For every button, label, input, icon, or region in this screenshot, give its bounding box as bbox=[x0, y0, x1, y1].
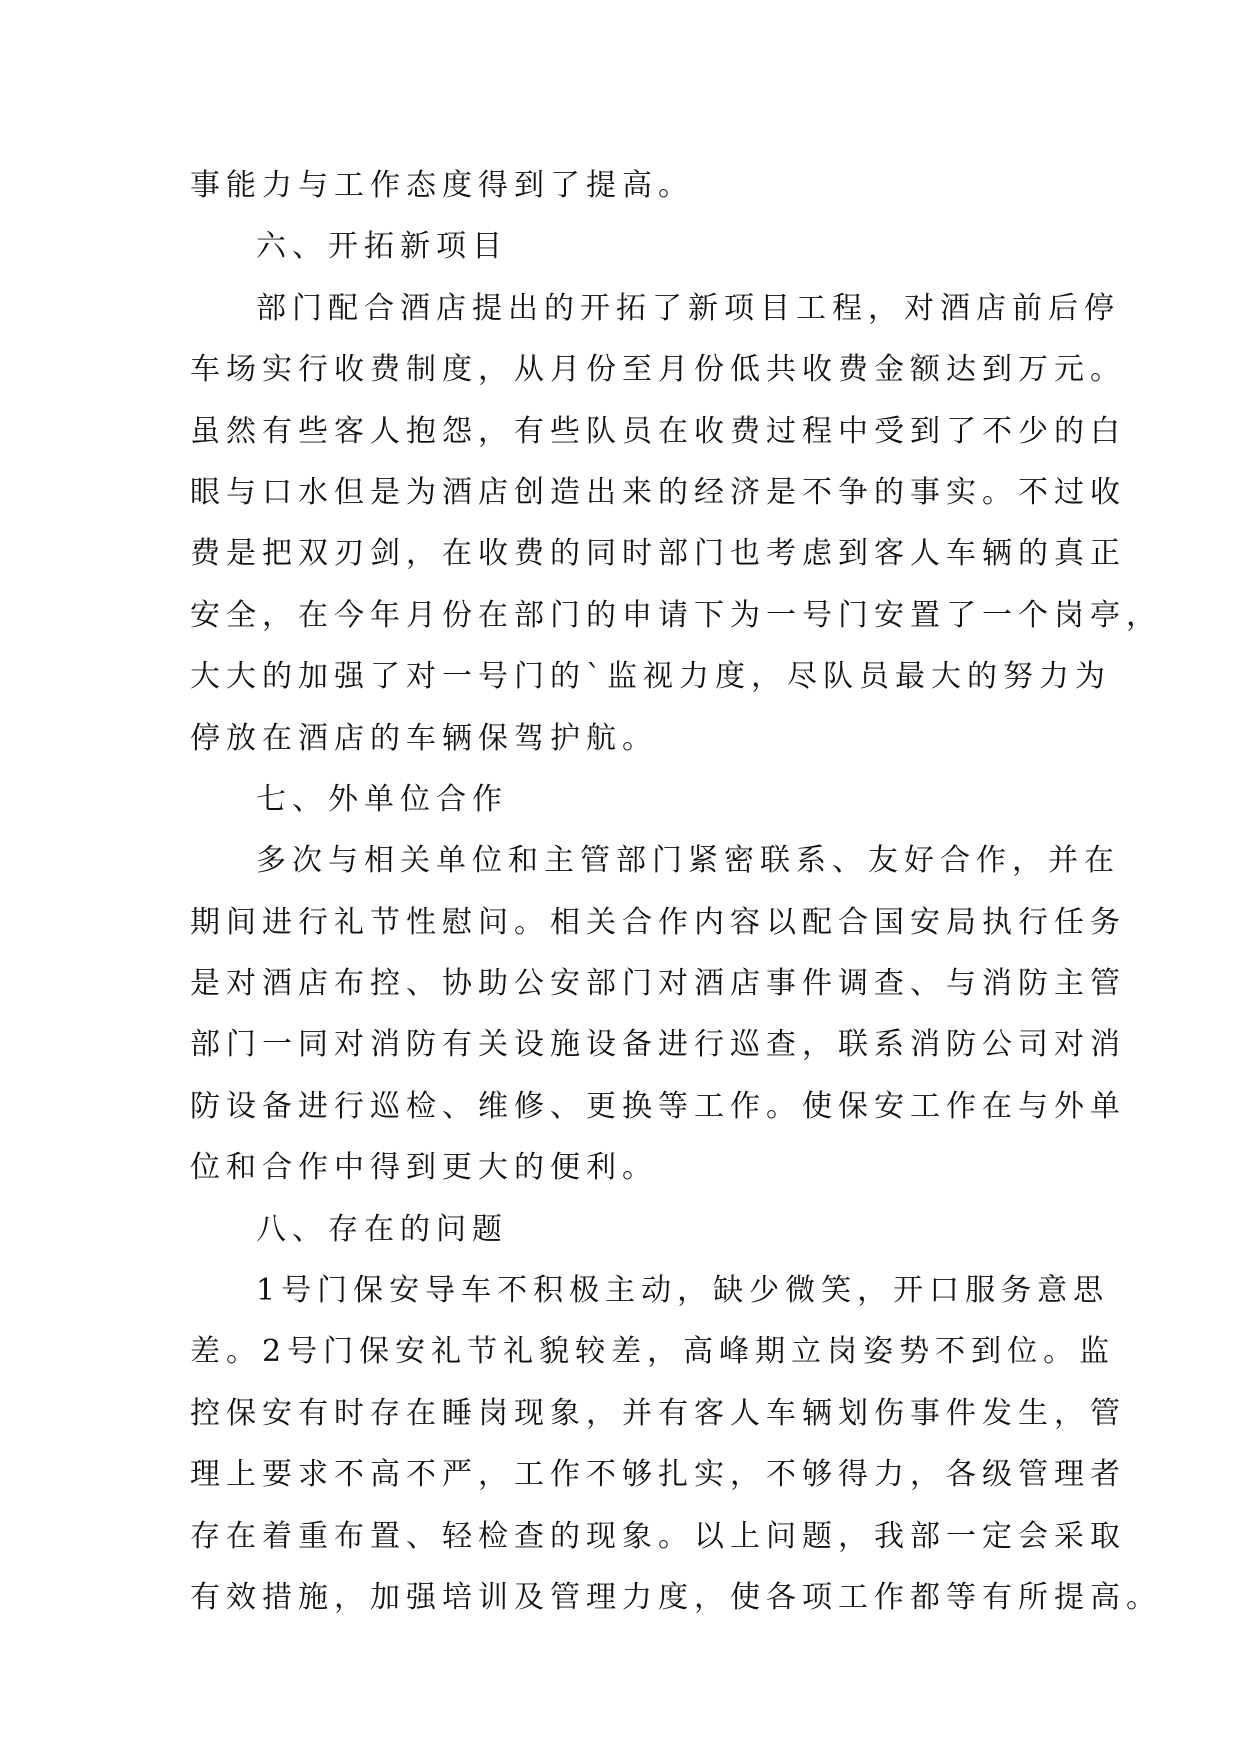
paragraph-line: 多次与相关单位和主管部门紧密联系、友好合作，并在 bbox=[256, 843, 1120, 879]
paragraph-line: 安全，在今年月份在部门的申请下为一号门安置了一个岗亭， bbox=[190, 597, 1162, 633]
paragraph-line: 是对酒店布控、协助公安部门对酒店事件调查、与消防主管 bbox=[190, 966, 1126, 1002]
paragraph-line: 位和合作中得到更大的便利。 bbox=[190, 1150, 658, 1186]
paragraph-line: 费是把双刃剑，在收费的同时部门也考虑到客人车辆的真正 bbox=[190, 536, 1126, 572]
paragraph-line: 眼与口水但是为酒店创造出来的经济是不争的事实。不过收 bbox=[190, 474, 1126, 510]
section-heading: 六、开拓新项目 bbox=[256, 229, 508, 265]
paragraph-line: 有效措施，加强培训及管理力度，使各项工作都等有所提高。 bbox=[190, 1579, 1162, 1615]
section-heading: 七、外单位合作 bbox=[256, 781, 508, 817]
paragraph-line: 理上要求不高不严，工作不够扎实，不够得力，各级管理者 bbox=[190, 1457, 1126, 1493]
paragraph-line: 存在着重布置、轻检查的现象。以上问题，我部一定会采取 bbox=[190, 1518, 1126, 1554]
section-heading: 八、存在的问题 bbox=[256, 1211, 508, 1247]
paragraph-line: 期间进行礼节性慰问。相关合作内容以配合国安局执行任务 bbox=[190, 904, 1126, 940]
paragraph-line: 差。2号门保安礼节礼貌较差，高峰期立岗姿势不到位。监 bbox=[190, 1334, 1116, 1370]
paragraph-line: 大大的加强了对一号门的`监视力度，尽队员最大的努力为 bbox=[190, 659, 1111, 695]
paragraph-line: 虽然有些客人抱怨，有些队员在收费过程中受到了不少的白 bbox=[190, 413, 1126, 449]
paragraph-line: 事能力与工作态度得到了提高。 bbox=[190, 168, 694, 203]
paragraph-line: 控保安有时存在睡岗现象，并有客人车辆划伤事件发生，管 bbox=[190, 1395, 1126, 1431]
document-body bbox=[190, 155, 1162, 1628]
paragraph-line: 防设备进行巡检、维修、更换等工作。使保安工作在与外单 bbox=[190, 1088, 1126, 1124]
paragraph-line: 部门一同对消防有关设施设备进行巡查，联系消防公司对消 bbox=[190, 1027, 1126, 1063]
paragraph-line: 停放在酒店的车辆保驾护航。 bbox=[190, 720, 658, 756]
paragraph-line: 部门配合酒店提出的开拓了新项目工程，对酒店前后停 bbox=[256, 290, 1120, 326]
paragraph-line: 1号门保安导车不积极主动，缺少微笑，开口服务意思 bbox=[256, 1273, 1110, 1309]
paragraph-line: 车场实行收费制度，从月份至月份低共收费金额达到万元。 bbox=[190, 352, 1126, 388]
